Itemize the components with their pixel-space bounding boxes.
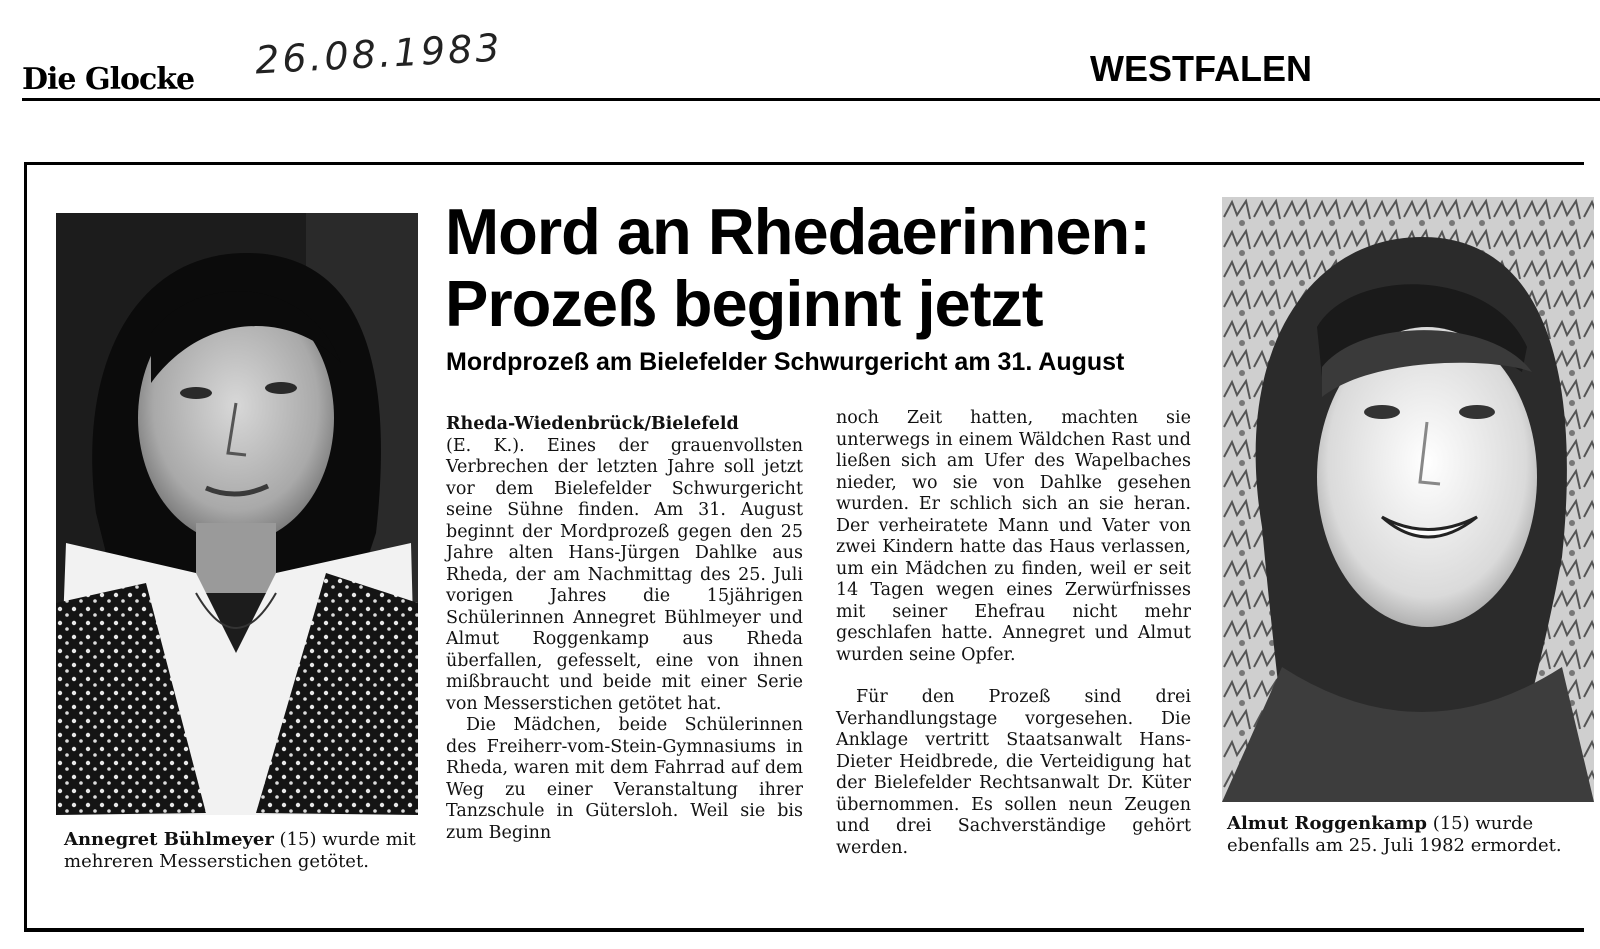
photo-almut — [1222, 197, 1594, 802]
headline-line-1: Mord an Rhedaerinnen: — [445, 195, 1150, 268]
section-title: WESTFALEN — [1090, 48, 1312, 89]
article-paragraph: Die Mädchen, beide Schülerinnen des Freiherr-vom-Stein-Gymnasiums in Rheda, waren mit dem Fahrrad auf dem Weg zu einer Veranstaltung ihrer Tanzschule in Gütersloh. Weil sie bis zum Beginn — [446, 715, 803, 843]
headline — [445, 196, 1150, 340]
dateline: Rheda-Wiedenbrück/Bielefeld — [446, 414, 739, 434]
article-paragraph: Für den Prozeß sind drei Verhandlungstage vorgesehen. Die Anklage vertritt Staatsanwalt Hans-Dieter Heidbrede, die Verteidigung hat der Bielefelder Rechtsanwalt Dr. Küter übernommen. Es sollen neun Zeugen und drei Sachverständige gehört werden. — [836, 687, 1191, 858]
newspaper-masthead: Die Glocke — [22, 62, 195, 97]
article-column-1 — [446, 414, 803, 844]
article-paragraph: (E. K.). Eines der grauenvollsten Verbrechen der letzten Jahre soll jetzt vor dem Bielefelder Schwurgericht seine Sühne finden. Am 31. August beginnt der Mordprozeß gegen den 25 Jahre alten Hans-Jürgen Dahlke aus Rheda, der am Nachmittag des 25. Juli vorigen Jahres die 15jährigen Schülerinnen Annegret Bühlmeyer und Almut Roggenkamp aus Rheda überfallen, gefesselt, eine von ihnen mißbraucht und beide mit einer Serie von Messerstichen getötet hat. — [446, 435, 803, 714]
article-column-2 — [836, 408, 1191, 859]
caption-text: (15) wurde ebenfalls am 25. Juli 1982 ermordet. — [1227, 813, 1562, 856]
photo-annegret — [56, 213, 418, 815]
handwritten-date: 26.08.1983 — [254, 25, 504, 83]
headline-line-2: Prozeß beginnt jetzt — [445, 267, 1043, 340]
caption-name: Almut Roggenkamp — [1227, 813, 1427, 834]
caption-annegret — [64, 829, 416, 873]
masthead-rule — [22, 98, 1600, 101]
subheadline: Mordprozeß am Bielefelder Schwurgericht am 31. August — [446, 348, 1125, 376]
caption-name: Annegret Bühlmeyer — [64, 829, 274, 850]
caption-text: (15) wurde mit mehreren Messerstichen getötet. — [64, 829, 416, 872]
caption-almut — [1227, 813, 1582, 857]
article-paragraph: noch Zeit hatten, machten sie unterwegs in einem Wäldchen Rast und ließen sich am Ufer des Wapelbaches nieder, wo sie von Dahlke gesehen wurden. Er schlich sich an sie heran. Der verheiratete Mann und Vater von zwei Kindern hatte das Haus verlassen, um ein Mädchen zu finden, weil er seit 14 Tagen wegen eines Zerwürfnisses mit seiner Ehefrau nicht mehr geschlafen hatte. Annegret und Almut wurden seine Opfer. — [836, 408, 1191, 665]
